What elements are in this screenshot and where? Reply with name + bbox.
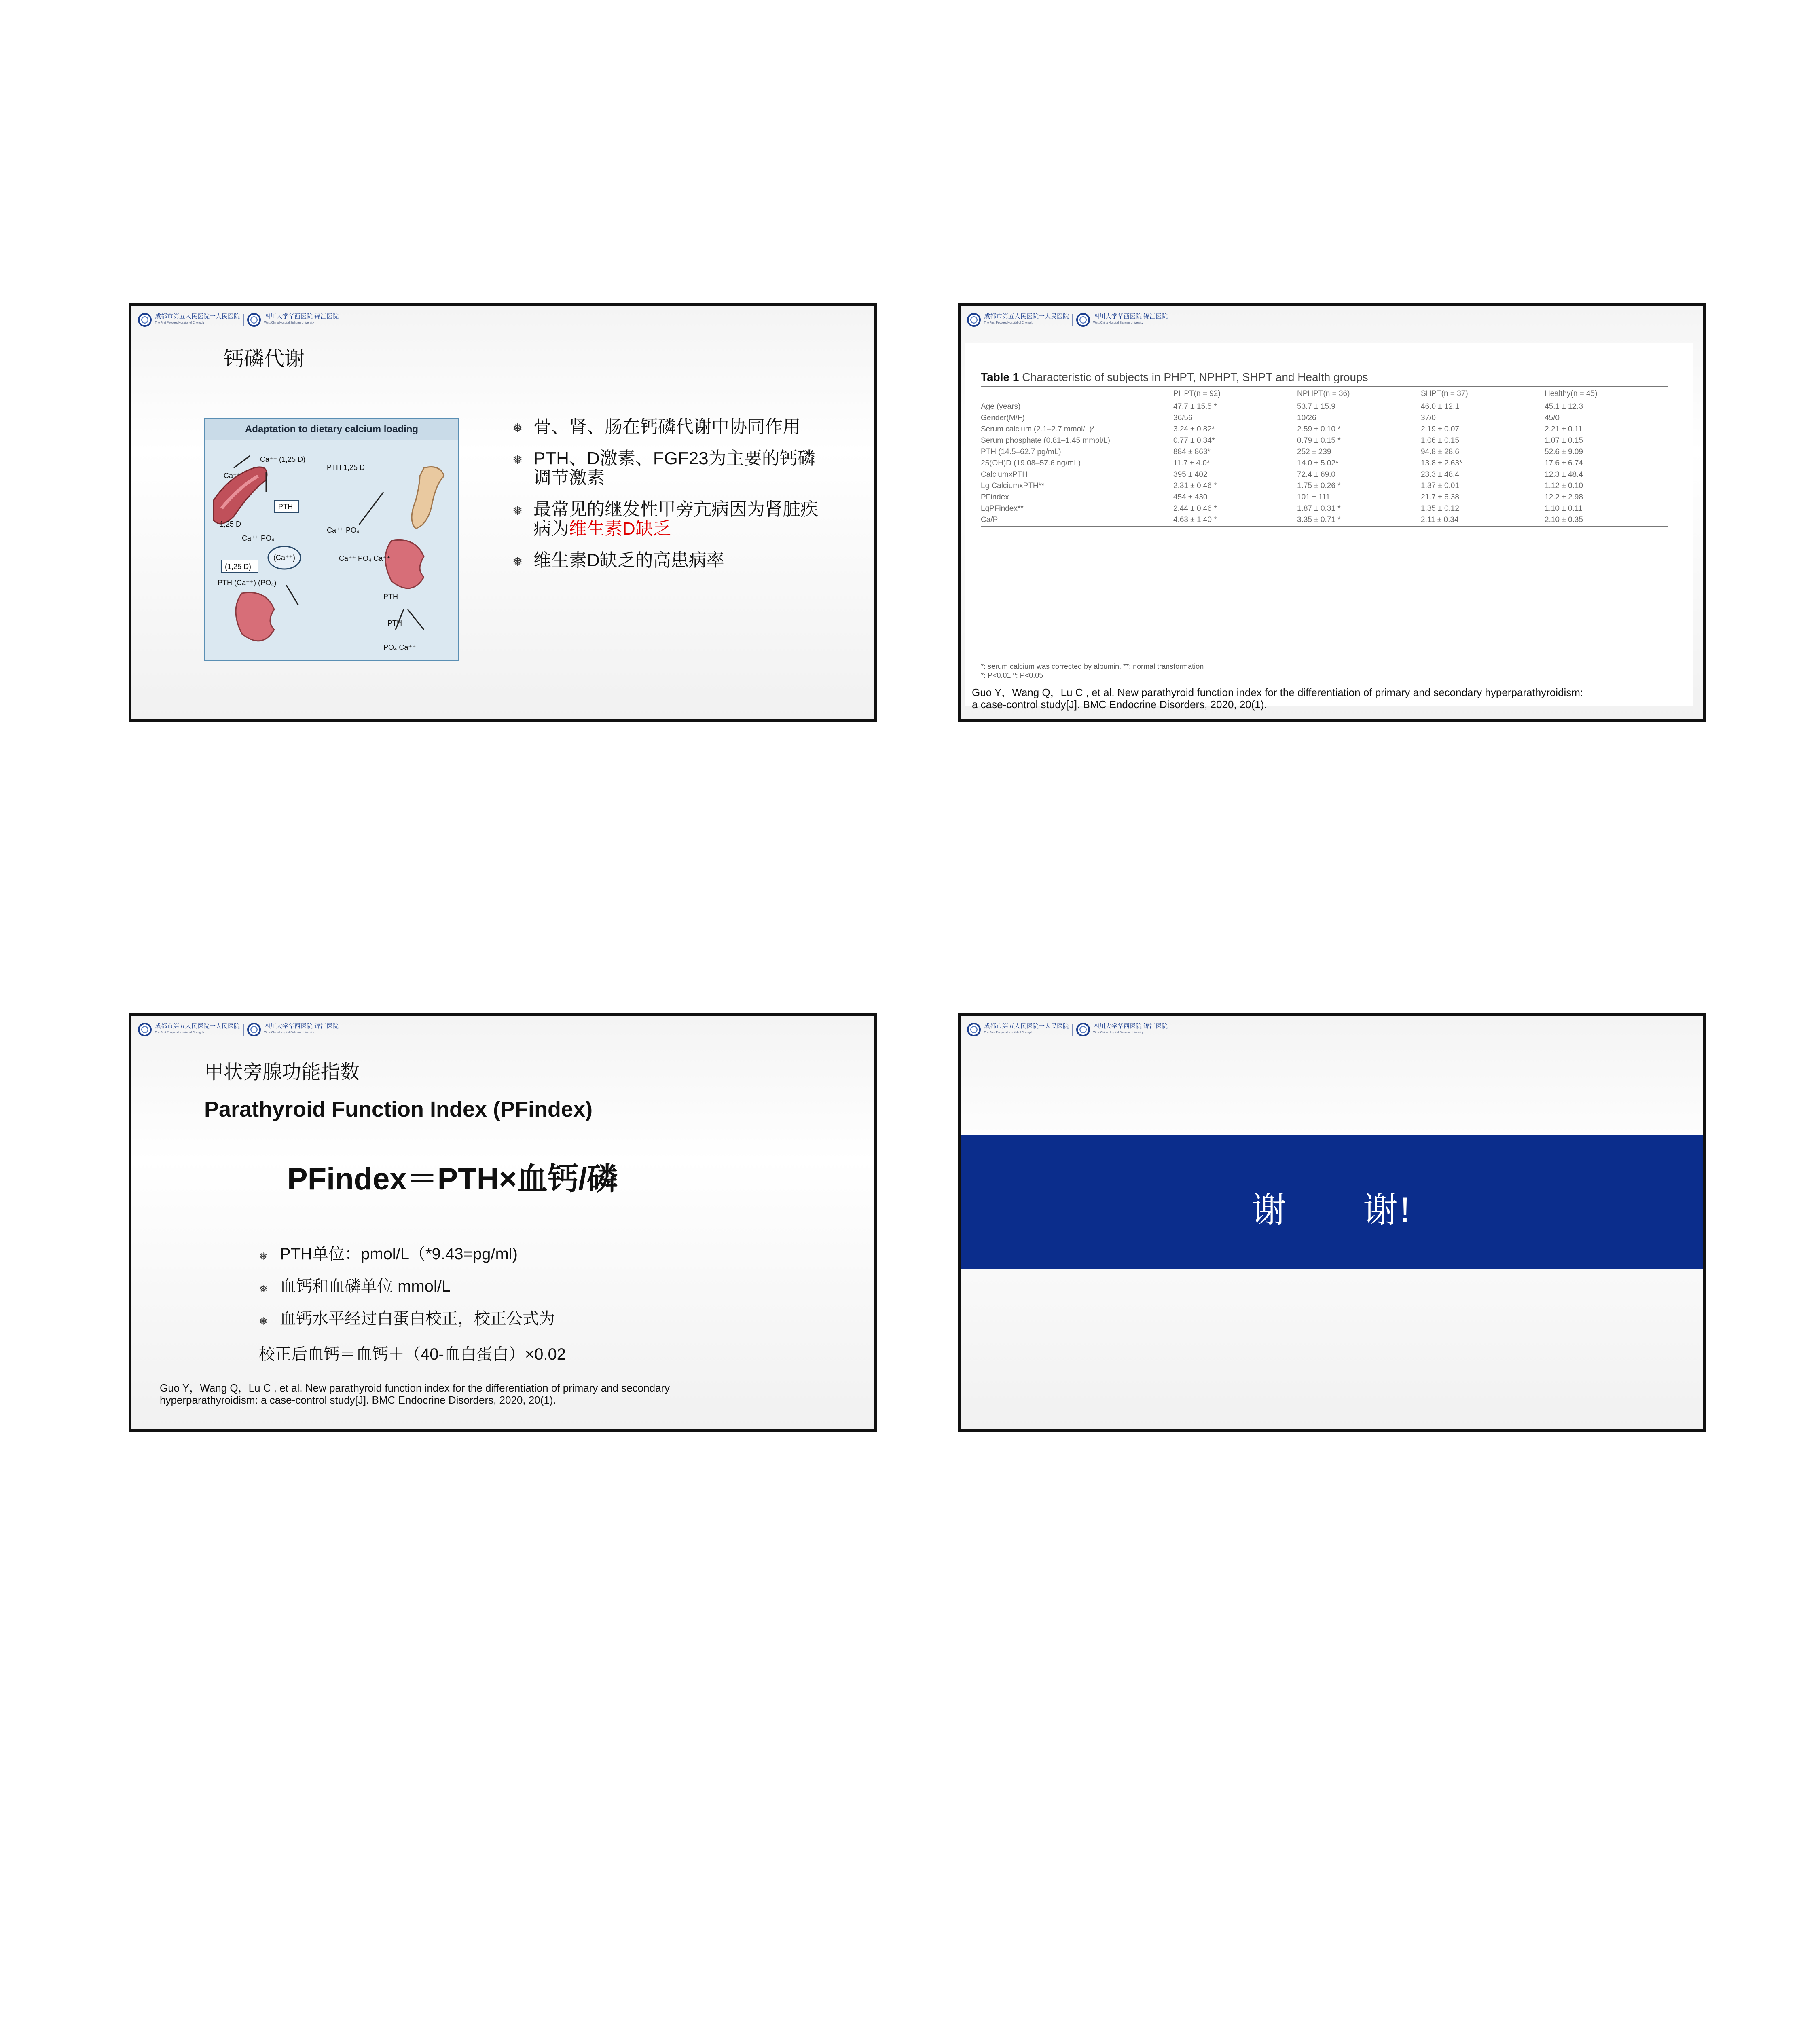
footnote-line: *: serum calcium was corrected by albumin. **: normal transformation <box>981 662 1204 670</box>
hospital-name-1: 成都市第五人民医院一人民医院 The First People's Hospital of Chengdu <box>155 1023 240 1034</box>
slide-title-english: Parathyroid Function Index (PFindex) <box>204 1097 593 1121</box>
bullet-item: ❅ 血钙和血磷单位 mmol/L <box>259 1277 825 1296</box>
label-ca-center: (Ca⁺⁺) <box>273 554 295 562</box>
hospital-name-2: 四川大学华西医院 锦江医院 West China Hospital Sichuan University <box>1093 313 1168 324</box>
hospital-logo-bar <box>967 1022 1168 1038</box>
bone-shape <box>412 467 444 529</box>
hospital-emblem-icon <box>1076 313 1090 327</box>
hospital-emblem-icon <box>138 1023 152 1036</box>
citation-reference: Guo Y，Wang Q，Lu C , et al. New parathyroid function index for the differentiation of primary and secondary hyperparathyroidism: a case-control study[J]. BMC Endocrine Disorders, 2020, 20(1). <box>160 1382 670 1406</box>
label-pth-125d: PTH 1,25 D <box>327 463 365 472</box>
citation-reference: Guo Y，Wang Q，Lu C , et al. New parathyroid function index for the differentiation of primary and secondary hyperparathyroidism: a case-control study[J]. BMC Endocrine Disorders, 2020, 20(1). <box>972 686 1583 711</box>
table-row: Gender(M/F) 36/56 10/26 37/0 45/0 <box>981 414 1560 422</box>
snowflake-bullet-icon: ❅ <box>512 555 523 569</box>
highlight-vitamin-d-deficiency: 维生素D缺乏 <box>569 519 671 539</box>
logo-divider <box>1072 314 1073 326</box>
label-ca-po4-bone: Ca⁺⁺ PO₄ <box>327 526 360 534</box>
slide1-bullet-list <box>512 417 828 582</box>
table-caption: Table 1 Characteristic of subjects in PHPT, NPHPT, SHPT and Health groups <box>981 371 1368 383</box>
hospital-emblem-icon <box>1076 1023 1090 1036</box>
slide-characteristics-table <box>958 303 1706 722</box>
thanks-text: 谢 谢! <box>1251 1191 1412 1229</box>
label-pth-bottom: PTH <box>387 619 402 627</box>
bullet-item: ❅ 维生素D缺乏的高患病率 <box>512 551 828 570</box>
label-pth-box: PTH <box>278 503 293 511</box>
hospital-emblem-icon <box>967 1023 981 1036</box>
label-pth-right: PTH <box>383 593 398 601</box>
logo-divider <box>243 1024 244 1036</box>
figure-diagram <box>205 440 458 660</box>
slide-title-chinese: 甲状旁腺功能指数 <box>204 1062 360 1083</box>
label-ca-po4-left: Ca⁺⁺ PO₄ <box>242 534 275 542</box>
pfindex-formula: PFindex＝PTH×血钙/磷 <box>287 1162 618 1196</box>
table-footnotes <box>981 662 1204 680</box>
table-row: Serum phosphate (0.81–1.45 mmol/L) 0.77 ± 0.34* 0.79 ± 0.15 * 1.06 ± 0.15 1.07 ± 0.15 <box>981 436 1583 445</box>
table-panel <box>965 343 1693 706</box>
table-row: CalciumxPTH 395 ± 402 72.4 ± 69.0 23.3 ± 48.4 12.3 ± 48.4 <box>981 470 1583 479</box>
snowflake-bullet-icon: ❅ <box>512 504 523 518</box>
label-ca-gut: Ca⁺⁺ <box>224 472 241 480</box>
label-po4-ca-bottom: PO₄ Ca⁺⁺ <box>383 643 416 651</box>
table-row: LgPFindex** 2.44 ± 0.46 * 1.87 ± 0.31 * 1.35 ± 0.12 1.10 ± 0.11 <box>981 504 1583 513</box>
hospital-logo-bar <box>138 312 339 328</box>
figure-title: Adaptation to dietary calcium loading <box>205 419 458 440</box>
hospital-name-2: 四川大学华西医院 锦江医院 West China Hospital Sichuan University <box>1093 1023 1168 1034</box>
table-row: Ca/P 4.63 ± 1.40 * 3.35 ± 0.71 * 2.11 ± 0.34 2.10 ± 0.35 <box>981 514 1668 526</box>
bullet-item: ❅ 最常见的继发性甲旁亢病因为肾脏疾病为维生素D缺乏 <box>512 499 818 539</box>
bullet-item: ❅ PTH、D激素、FGF23为主要的钙磷调节激素 <box>512 448 815 488</box>
table-row: Lg CalciumxPTH** 2.31 ± 0.46 * 1.75 ± 0.26 * 1.37 ± 0.01 1.12 ± 0.10 <box>981 482 1583 490</box>
table-header-row: PHPT(n = 92) NPHPT(n = 36) SHPT(n = 37) Healthy(n = 45) <box>981 387 1668 401</box>
hospital-name-2: 四川大学华西医院 锦江医院 West China Hospital Sichuan University <box>264 1023 339 1034</box>
hospital-emblem-icon <box>247 313 261 327</box>
slide3-bullet-list <box>259 1244 825 1341</box>
correction-formula: 校正后血钙＝血钙＋（40-血白蛋白）×0.02 <box>259 1345 566 1363</box>
label-pth-ca-po4: PTH (Ca⁺⁺) (PO₄) <box>218 579 277 587</box>
slide-title: 钙磷代谢 <box>224 347 305 370</box>
hospital-emblem-icon <box>138 313 152 327</box>
hospital-logo-bar <box>967 312 1168 328</box>
snowflake-bullet-icon: ❅ <box>512 453 523 467</box>
slide-pfindex <box>129 1013 877 1432</box>
table-row: 25(OH)D (19.08–57.6 ng/mL) 11.7 ± 4.0* 14.0 ± 5.02* 13.8 ± 2.63* 17.6 ± 6.74 <box>981 459 1583 467</box>
label-box-125d: (1,25 D) <box>225 563 252 571</box>
logo-divider <box>1072 1024 1073 1036</box>
snowflake-bullet-icon: ❅ <box>259 1283 268 1295</box>
hospital-emblem-icon <box>967 313 981 327</box>
hospital-name-1: 成都市第五人民医院一人民医院 The First People's Hospital of Chengdu <box>984 1023 1069 1034</box>
characteristics-table <box>981 386 1668 527</box>
calcium-adaptation-figure <box>204 418 459 661</box>
hospital-name-1: 成都市第五人民医院一人民医院 The First People's Hospital of Chengdu <box>984 313 1069 324</box>
kidney-right-shape <box>385 540 424 588</box>
hospital-name-1: 成都市第五人民医院一人民医院 The First People's Hospital of Chengdu <box>155 313 240 324</box>
footnote-line: *: P<0.01 ⁰: P<0.05 <box>981 671 1043 679</box>
table-row: Age (years) 47.7 ± 15.5 * 53.7 ± 15.9 46.0 ± 12.1 45.1 ± 12.3 <box>981 402 1583 411</box>
kidney-left-shape <box>236 592 274 641</box>
snowflake-bullet-icon: ❅ <box>259 1315 268 1327</box>
logo-divider <box>243 314 244 326</box>
slide-calcium-phosphate-metabolism <box>129 303 877 722</box>
hospital-name-2: 四川大学华西医院 锦江医院 West China Hospital Sichuan University <box>264 313 339 324</box>
bullet-item: ❅ 血钙水平经过白蛋白校正，校正公式为 <box>259 1309 825 1328</box>
table-row: PFindex 454 ± 430 101 ± 111 21.7 ± 6.38 12.2 ± 2.98 <box>981 493 1583 501</box>
hospital-emblem-icon <box>247 1023 261 1036</box>
table-row: Serum calcium (2.1–2.7 mmol/L)* 3.24 ± 0.82* 2.59 ± 0.10 * 2.19 ± 0.07 2.21 ± 0.11 <box>981 425 1583 434</box>
bullet-item: ❅ PTH单位：pmol/L（*9.43=pg/ml) <box>259 1244 825 1264</box>
bullet-item: ❅ 骨、肾、肠在钙磷代谢中协同作用 <box>512 417 828 437</box>
hospital-logo-bar <box>138 1022 339 1038</box>
label-ca-po4-right: Ca⁺⁺ PO₄ Ca⁺⁺ <box>339 554 391 563</box>
snowflake-bullet-icon: ❅ <box>512 422 523 435</box>
label-125d-left: 1,25 D <box>220 520 241 528</box>
slide-thanks <box>958 1013 1706 1432</box>
label-ca-125d: Ca⁺⁺ (1,25 D) <box>260 455 306 463</box>
table-row: PTH (14.5–62.7 pg/mL) 884 ± 863* 252 ± 239 94.8 ± 28.6 52.6 ± 9.09 <box>981 448 1583 456</box>
snowflake-bullet-icon: ❅ <box>259 1250 268 1263</box>
